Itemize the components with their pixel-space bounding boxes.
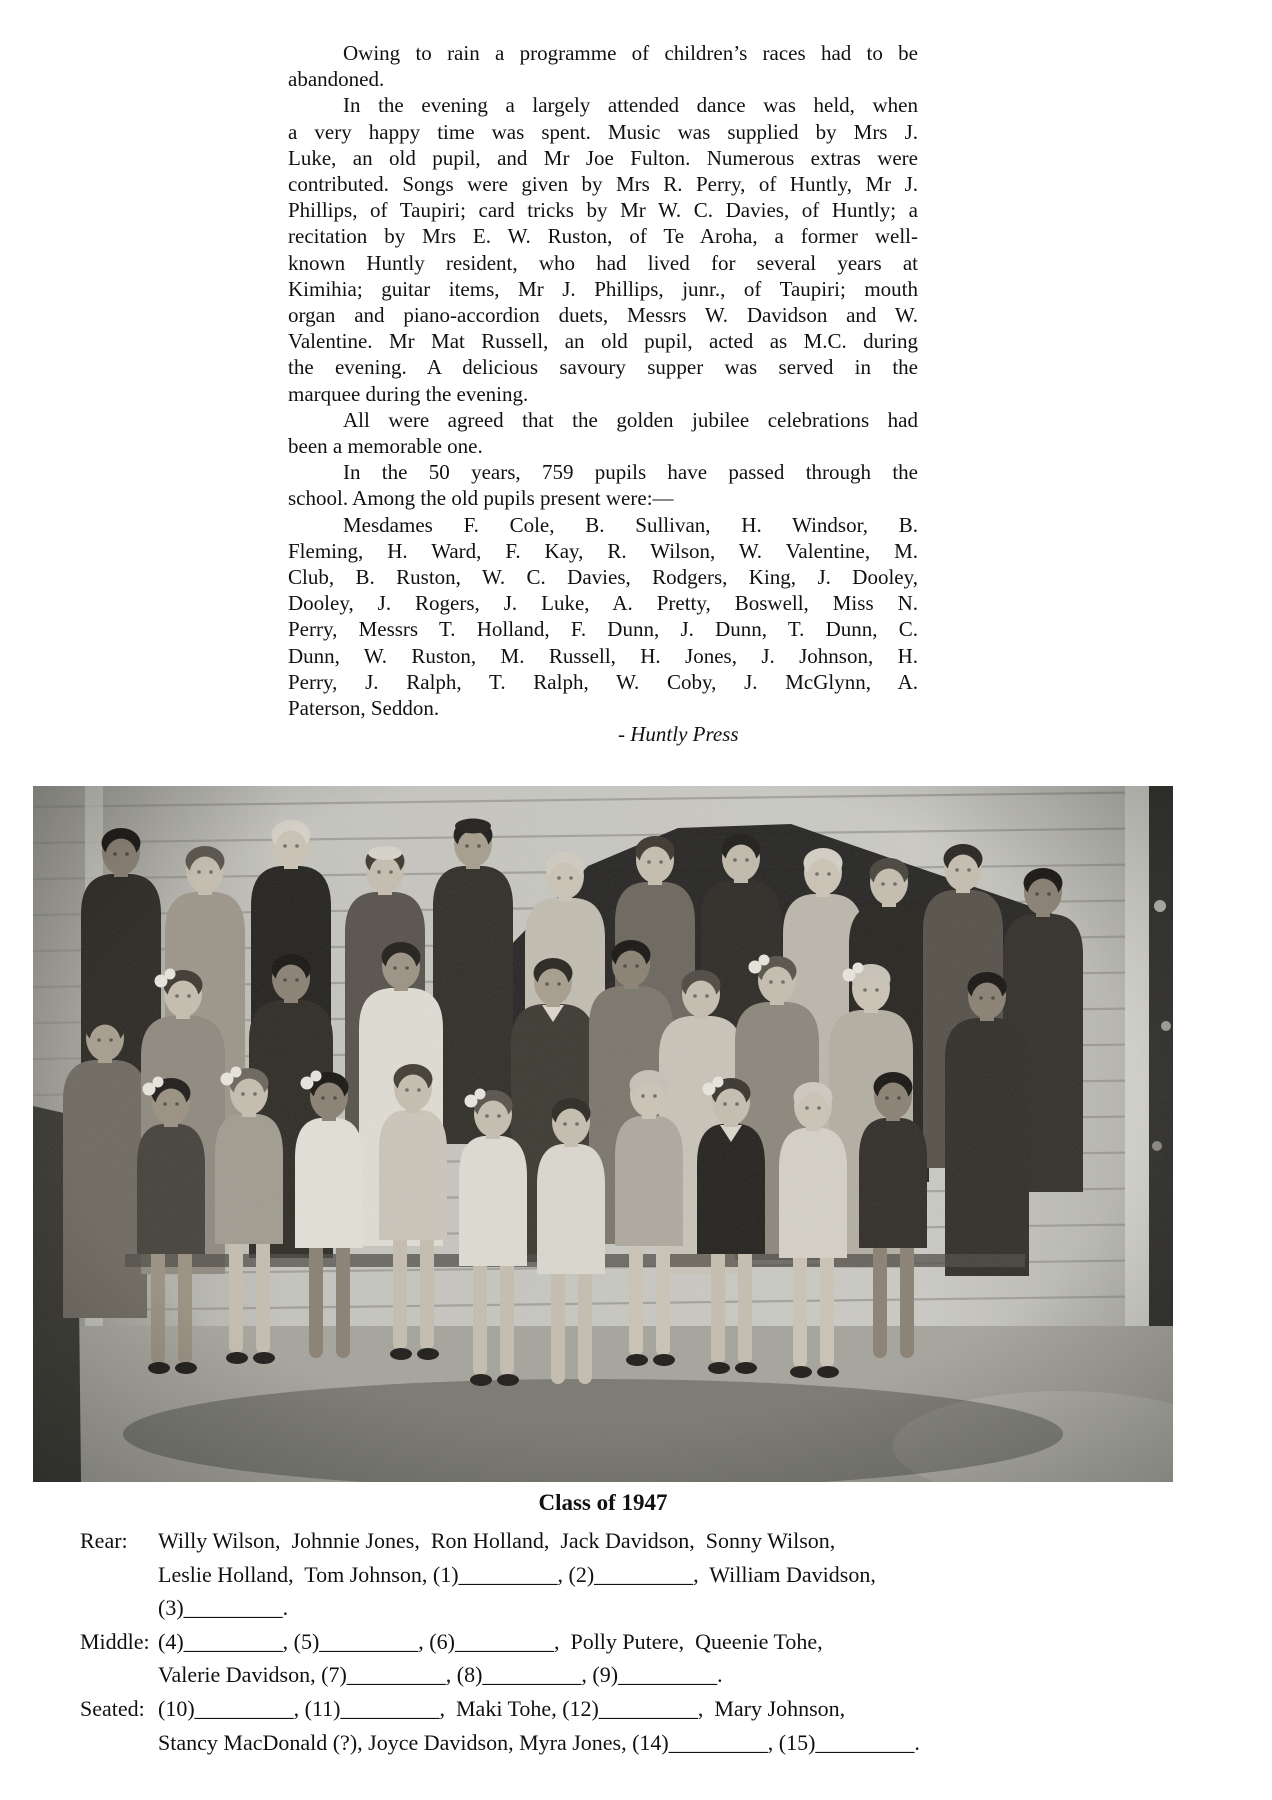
article-line: Dunn, W. Ruston, M. Russell, H. Jones, J. Johnson, H. bbox=[288, 643, 918, 668]
caption-line bbox=[80, 1625, 1230, 1659]
class-photo-1947 bbox=[33, 786, 1173, 1482]
article-line: recitation by Mrs E. W. Ruston, of Te Aroha, a former well- bbox=[288, 224, 918, 249]
photo-caption-list bbox=[80, 1524, 1230, 1759]
caption-line bbox=[80, 1558, 1230, 1592]
caption-row-text: Stancy MacDonald (?), Joyce Davidson, Myra Jones, (14)_________, (15)_________. bbox=[158, 1729, 920, 1755]
article-line: Perry, J. Ralph, T. Ralph, W. Coby, J. McGlynn, A. bbox=[288, 669, 918, 694]
article-line: Club, B. Ruston, W. C. Davies, Rodgers, King, J. Dooley, bbox=[288, 565, 918, 590]
caption-row-label: Middle: bbox=[80, 1628, 150, 1654]
press-byline: - Huntly Press bbox=[618, 722, 739, 747]
article-line: a very happy time was spent. Music was supplied by Mrs J. bbox=[288, 119, 918, 144]
article-line: contributed. Songs were given by Mrs R. Perry, of Huntly, Mr J. bbox=[288, 172, 918, 197]
caption-row-label: Rear: bbox=[80, 1528, 128, 1553]
article-line: Phillips, of Taupiri; card tricks by Mr W. C. Davies, of Huntly; a bbox=[288, 198, 918, 223]
article-line: school. Among the old pupils present were:— bbox=[288, 486, 674, 511]
article-line: In the evening a largely attended dance was held, when bbox=[343, 93, 918, 118]
article-line: Owing to rain a programme of children’s races had to be bbox=[343, 41, 918, 65]
article-line: organ and piano-accordion duets, Messrs W. Davidson and W. bbox=[288, 303, 918, 328]
caption-row-text: Leslie Holland, Tom Johnson, (1)_________, (2)_________, William Davidson, bbox=[158, 1561, 876, 1587]
article-body bbox=[288, 40, 918, 747]
caption-row-text: (3)_________. bbox=[158, 1595, 289, 1621]
caption-line bbox=[80, 1692, 1230, 1726]
caption-line bbox=[80, 1726, 1230, 1760]
vignette bbox=[33, 786, 1173, 1482]
caption-row-text: (4)_________, (5)_________, (6)_________, Polly Putere, Queenie Tohe, bbox=[158, 1628, 823, 1654]
article-line: the evening. A delicious savoury supper was served in the bbox=[288, 355, 918, 380]
caption-line bbox=[80, 1658, 1230, 1692]
caption-row-text: Willy Wilson, Johnnie Jones, Ron Holland, Jack Davidson, Sonny Wilson, bbox=[158, 1528, 836, 1553]
article-line: All were agreed that the golden jubilee celebrations had bbox=[343, 407, 918, 432]
article-line: Perry, Messrs T. Holland, F. Dunn, J. Dunn, T. Dunn, C. bbox=[288, 617, 918, 642]
caption-row-text: Valerie Davidson, (7)_________, (8)_________, (9)_________. bbox=[158, 1662, 723, 1688]
article-line: marquee during the evening. bbox=[288, 381, 529, 406]
caption-line bbox=[80, 1524, 1230, 1558]
article-line: Valentine. Mr Mat Russell, an old pupil, acted as M.C. during bbox=[288, 329, 918, 354]
caption-row-text: (10)_________, (11)_________, Maki Tohe, (12)_________, Mary Johnson, bbox=[158, 1695, 846, 1721]
article-line: In the 50 years, 759 pupils have passed through the bbox=[343, 460, 918, 485]
article-line: been a memorable one. bbox=[288, 434, 483, 459]
article-line: Fleming, H. Ward, F. Kay, R. Wilson, W. Valentine, M. bbox=[288, 538, 918, 563]
class-photo-svg bbox=[33, 786, 1173, 1482]
article-line: Kimihia; guitar items, Mr J. Phillips, junr., of Taupiri; mouth bbox=[288, 276, 918, 301]
photo-caption-title: Class of 1947 bbox=[538, 1490, 668, 1515]
article-line: Dooley, J. Rogers, J. Luke, A. Pretty, Boswell, Miss N. bbox=[288, 591, 918, 616]
caption-line bbox=[80, 1591, 1230, 1625]
article-line: abandoned. bbox=[288, 67, 385, 92]
article-line: known Huntly resident, who had lived for several years at bbox=[288, 250, 918, 275]
article-line: Paterson, Seddon. bbox=[288, 696, 440, 721]
article-line: Mesdames F. Cole, B. Sullivan, H. Windsor, B. bbox=[343, 512, 918, 537]
caption-row-label: Seated: bbox=[80, 1695, 145, 1721]
article-line: Luke, an old pupil, and Mr Joe Fulton. Numerous extras were bbox=[288, 145, 918, 170]
